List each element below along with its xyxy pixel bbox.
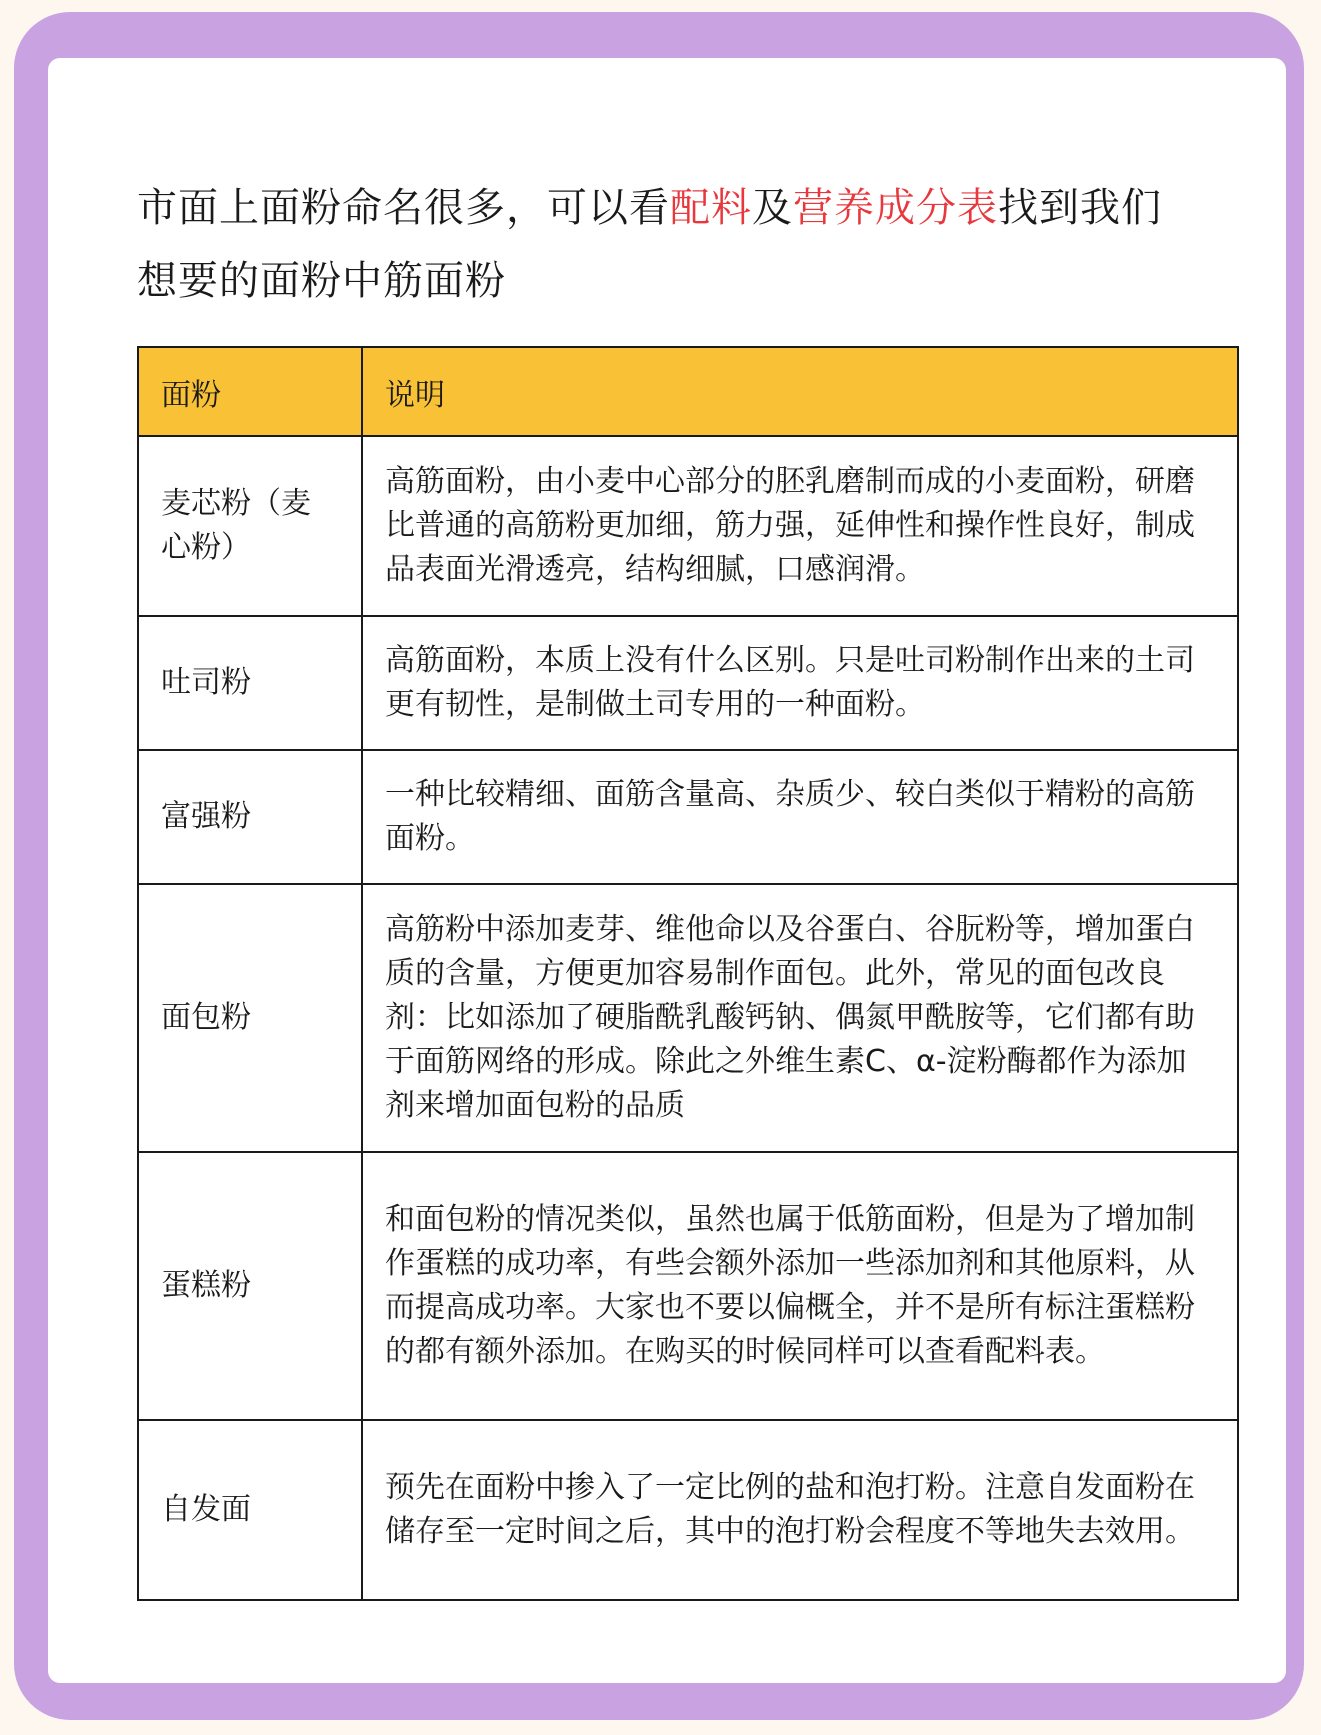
headline-highlight-ingredients: 配料 (670, 185, 752, 231)
table-row (138, 750, 1238, 884)
table-row (138, 436, 1238, 616)
flour-name: 富强粉 (138, 750, 362, 884)
flour-name: 面包粉 (138, 884, 362, 1152)
headline-text-1: 市面上面粉命名很多，可以看 (137, 185, 670, 231)
flour-name: 自发面 (138, 1420, 362, 1600)
headline-text-2: 及 (752, 185, 793, 231)
flour-description: 一种比较精细、面筋含量高、杂质少、较白类似于精粉的高筋面粉。 (362, 750, 1238, 884)
headline-highlight-nutrition: 营养成分表 (793, 185, 998, 231)
flour-name: 吐司粉 (138, 616, 362, 750)
table-row (138, 616, 1238, 750)
flour-description: 预先在面粉中掺入了一定比例的盐和泡打粉。注意自发面粉在储存至一定时间之后，其中的泡打粉会程度不等地失去效用。 (362, 1420, 1238, 1600)
flour-description: 高筋面粉，本质上没有什么区别。只是吐司粉制作出来的土司更有韧性，是制做土司专用的一种面粉。 (362, 616, 1238, 750)
table-header-row (138, 347, 1238, 436)
flour-name: 蛋糕粉 (138, 1152, 362, 1420)
table-row (138, 1152, 1238, 1420)
headline-text-3: 找到我们想要的面粉中筋面粉 (137, 185, 1162, 304)
headline (137, 172, 1197, 318)
table-row (138, 1420, 1238, 1600)
flour-name: 麦芯粉（麦心粉） (138, 436, 362, 616)
flour-description: 高筋粉中添加麦芽、维他命以及谷蛋白、谷朊粉等，增加蛋白质的含量，方便更加容易制作面包。此外，常见的面包改良剂：比如添加了硬脂酰乳酸钙钠、偶氮甲酰胺等，它们都有助于面筋网络的形成。除此之外维生素C、α-淀粉酶都作为添加剂来增加面包粉的品质 (362, 884, 1238, 1152)
flour-description: 和面包粉的情况类似，虽然也属于低筋面粉，但是为了增加制作蛋糕的成功率，有些会额外添加一些添加剂和其他原料，从而提高成功率。大家也不要以偏概全，并不是所有标注蛋糕粉的都有额外添加。在购买的时候同样可以查看配料表。 (362, 1152, 1238, 1420)
table-row (138, 884, 1238, 1152)
header-description: 说明 (362, 347, 1238, 436)
header-flour: 面粉 (138, 347, 362, 436)
flour-table (137, 346, 1239, 1601)
flour-description: 高筋面粉，由小麦中心部分的胚乳磨制而成的小麦面粉，研磨比普通的高筋粉更加细，筋力强，延伸性和操作性良好，制成品表面光滑透亮，结构细腻，口感润滑。 (362, 436, 1238, 616)
